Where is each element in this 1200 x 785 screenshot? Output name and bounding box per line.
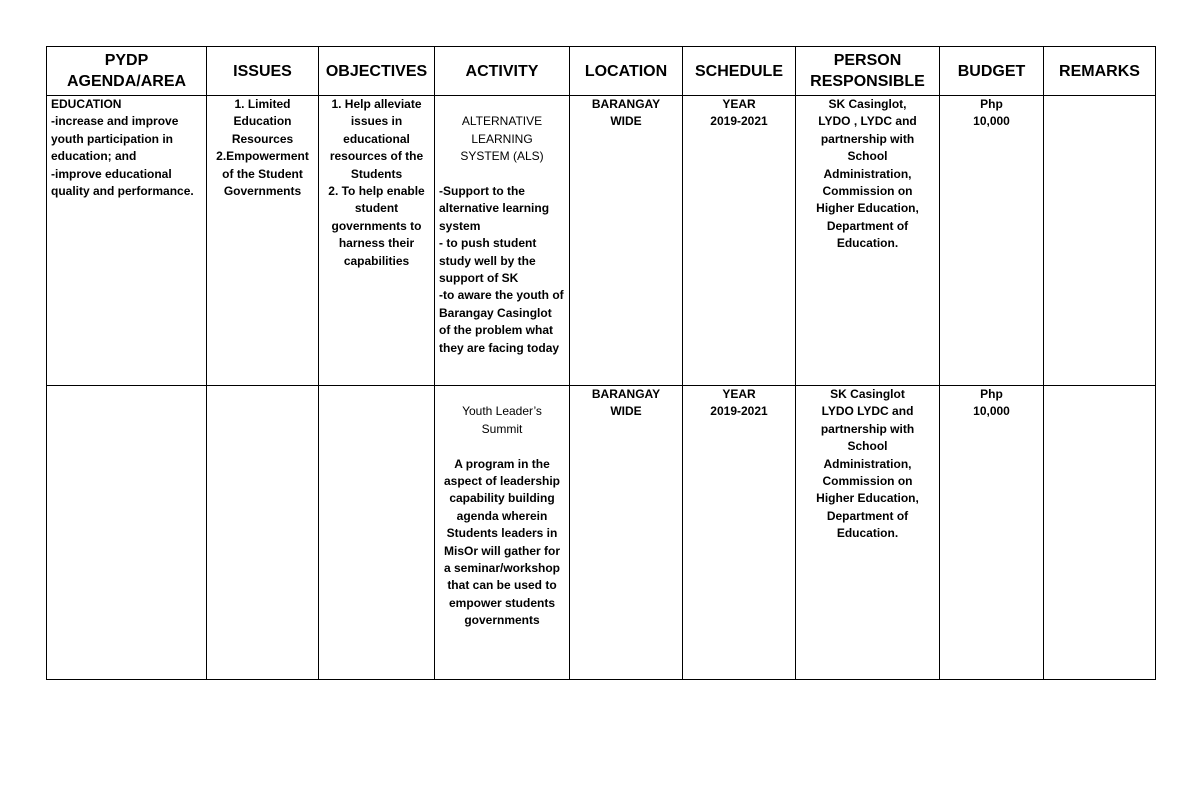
location-cell: BARANGAY WIDE bbox=[570, 386, 683, 680]
issues-cell: 1. Limited Education Resources 2.Empowerment of the Student Governments bbox=[207, 96, 319, 386]
agenda-cell: EDUCATION -increase and improve youth participation in education; and -improve educational quality and performance. bbox=[47, 96, 207, 386]
header-activity: ACTIVITY bbox=[435, 47, 570, 96]
table-row bbox=[47, 96, 1156, 386]
person-responsible-cell: SK Casinglot, LYDO , LYDC and partnership with School Administration, Commission on Higher Education, Department of Education. bbox=[796, 96, 940, 386]
issues-cell bbox=[207, 386, 319, 680]
youth-plan-table bbox=[46, 46, 1156, 680]
header-objectives: OBJECTIVES bbox=[319, 47, 435, 96]
activity-title: ALTERNATIVE LEARNING SYSTEM (ALS) bbox=[460, 114, 544, 164]
header-location: LOCATION bbox=[570, 47, 683, 96]
schedule-cell: YEAR 2019-2021 bbox=[683, 386, 796, 680]
schedule-cell: YEAR 2019-2021 bbox=[683, 96, 796, 386]
budget-cell: Php 10,000 bbox=[940, 96, 1044, 386]
activity-body: A program in the aspect of leadership capability building agenda wherein Students leaders in MisOr will gather for a seminar/workshop that can be used to empower students governments bbox=[443, 456, 561, 628]
header-agenda: PYDP AGENDA/AREA bbox=[47, 47, 207, 96]
activity-cell bbox=[435, 96, 570, 386]
objectives-cell: 1. Help alleviate issues in educational resources of the Students 2. To help enable student governments to harness their capabilities bbox=[319, 96, 435, 386]
header-row bbox=[47, 47, 1156, 96]
header-person-responsible: PERSON RESPONSIBLE bbox=[796, 47, 940, 96]
header-budget: BUDGET bbox=[940, 47, 1044, 96]
header-schedule: SCHEDULE bbox=[683, 47, 796, 96]
remarks-cell bbox=[1044, 386, 1156, 680]
header-issues: ISSUES bbox=[207, 47, 319, 96]
activity-cell bbox=[435, 386, 570, 680]
header-remarks: REMARKS bbox=[1044, 47, 1156, 96]
agenda-cell bbox=[47, 386, 207, 680]
table-row bbox=[47, 386, 1156, 680]
person-responsible-cell: SK Casinglot LYDO LYDC and partnership with School Administration, Commission on Higher Education, Department of Education. bbox=[796, 386, 940, 680]
objectives-cell bbox=[319, 386, 435, 680]
activity-body: -Support to the alternative learning system - to push student study well by the support of SK -to aware the youth of Barangay Casinglot of the problem what they are facing today bbox=[439, 184, 564, 355]
remarks-cell bbox=[1044, 96, 1156, 386]
location-cell: BARANGAY WIDE bbox=[570, 96, 683, 386]
activity-title: Youth Leader’s Summit bbox=[462, 404, 542, 436]
budget-cell: Php 10,000 bbox=[940, 386, 1044, 680]
